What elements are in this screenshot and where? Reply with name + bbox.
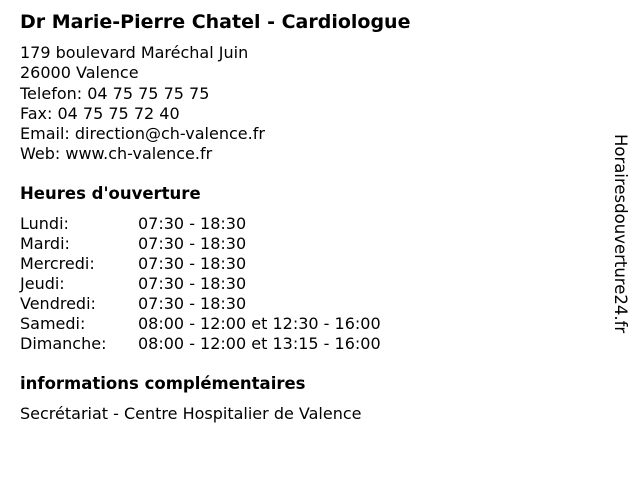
hours-time: 08:00 - 12:00 et 13:15 - 16:00 xyxy=(138,334,381,353)
hours-time: 07:30 - 18:30 xyxy=(138,234,247,253)
hours-time: 07:30 - 18:30 xyxy=(138,274,247,293)
additional-info-heading: informations complémentaires xyxy=(20,374,306,393)
hours-day: Lundi: xyxy=(20,214,69,233)
hours-time: 07:30 - 18:30 xyxy=(138,294,247,313)
hours-time: 07:30 - 18:30 xyxy=(138,214,247,233)
opening-hours-heading: Heures d'ouverture xyxy=(20,184,201,203)
hours-time: 08:00 - 12:00 et 12:30 - 16:00 xyxy=(138,314,381,333)
page-title: Dr Marie-Pierre Chatel - Cardiologue xyxy=(20,11,411,33)
fax-line: Fax: 04 75 75 72 40 xyxy=(20,103,180,123)
hours-day: Dimanche: xyxy=(20,334,107,353)
email-line: Email: direction@ch-valence.fr xyxy=(20,124,265,144)
address-street: 179 boulevard Maréchal Juin xyxy=(20,43,249,62)
phone-line: Telefon: 04 75 75 75 75 xyxy=(20,83,210,103)
hours-day: Mercredi: xyxy=(20,254,95,273)
contact-block xyxy=(20,43,265,165)
hours-day: Samedi: xyxy=(20,314,86,333)
hours-day: Vendredi: xyxy=(20,294,96,313)
hours-day: Mardi: xyxy=(20,234,70,253)
site-watermark: Horairesdouverture24.fr xyxy=(611,134,630,334)
web-line: Web: www.ch-valence.fr xyxy=(20,144,213,164)
hours-day: Jeudi: xyxy=(20,274,65,293)
additional-info-text: Secrétariat - Centre Hospitalier de Valence xyxy=(20,404,362,423)
hours-time: 07:30 - 18:30 xyxy=(138,254,247,273)
address-city: 26000 Valence xyxy=(20,63,139,83)
